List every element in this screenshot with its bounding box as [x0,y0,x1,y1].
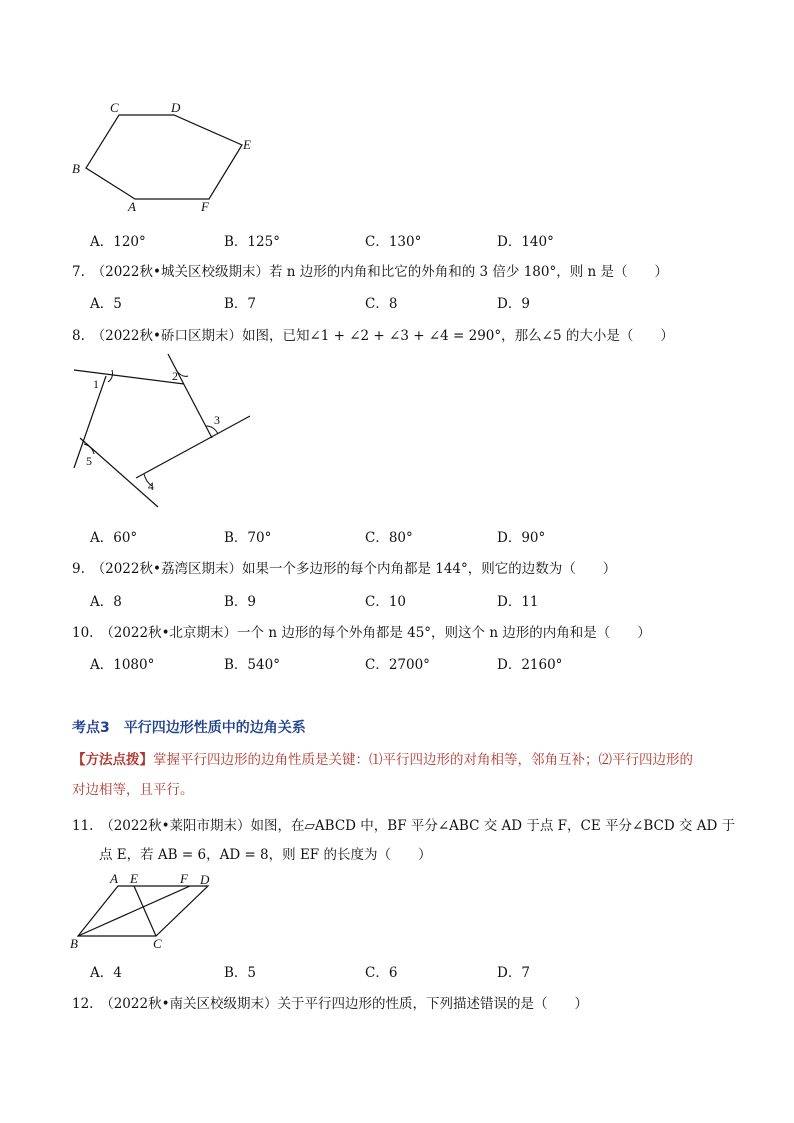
q7-option-b[interactable]: B．7 [224,296,257,312]
q11-stem-line-2: 点 E，若 AB = 6，AD = 8，则 EF 的长度为（ ） [99,847,432,863]
q10-option-a[interactable]: A．1080° [90,657,155,673]
q9-stem: 9. （2022秋•荔湾区期末）如果一个多边形的每个内角都是 144°，则它的边数为（ ） [72,561,617,577]
q6-option-c[interactable]: C．130° [365,234,422,250]
q8-pentagon-figure [66,352,266,512]
q8-angle-1: 1 [93,377,99,391]
q11-option-c[interactable]: C．6 [365,965,398,981]
q6-label-f: F [201,199,209,214]
q6-option-b[interactable]: B．125° [224,234,280,250]
q11-label-f: F [180,871,188,886]
q10-option-d[interactable]: D．2160° [497,657,563,673]
method-tip-tag: 【方法点拨】 [72,752,153,768]
q6-option-d[interactable]: D．140° [497,234,554,250]
q8-angle-3: 3 [214,413,220,427]
q8-angle-2: 2 [172,369,178,383]
q11-option-b[interactable]: B．5 [224,965,257,981]
q6-hexagon-figure [66,98,266,218]
q12-stem: 12. （2022秋•南关区校级期末）关于平行四边形的性质，下列描述错误的是（ ） [72,996,589,1012]
q10-option-c[interactable]: C．2700° [365,657,430,673]
q6-label-b: B [72,161,80,176]
q11-label-e: E [130,871,138,886]
q9-option-b[interactable]: B．9 [224,594,257,610]
q8-stem: 8. （2022秋•硚口区期末）如图，已知∠1 + ∠2 + ∠3 + ∠4 = 290°，那么∠5 的大小是（ ） [72,328,674,344]
q6-label-e: E [243,137,251,152]
q11-parallelogram-figure [66,868,226,954]
q11-label-d: D [200,872,210,887]
q6-label-d: D [171,100,181,115]
q11-stem-line-1: 11. （2022秋•莱阳市期末）如图，在▱ABCD 中，BF 平分∠ABC 交 AD 于点 F，CE 平分∠BCD 交 AD 于 [72,818,736,834]
method-tip-line-1 [72,748,693,768]
q8-option-a[interactable]: A．60° [90,530,138,546]
q10-option-b[interactable]: B．540° [224,657,280,673]
q10-stem: 10. （2022秋•北京期末）一个 n 边形的每个外角都是 45°，则这个 n 边形的内角和是（ ） [72,625,651,641]
q6-label-a: A [128,199,136,214]
q8-option-b[interactable]: B．70° [224,530,272,546]
q11-label-c: C [153,936,162,951]
q9-option-a[interactable]: A．8 [90,594,122,610]
q9-option-d[interactable]: D．11 [497,594,539,610]
method-tip-text-1: 掌握平行四边形的边角性质是关键：⑴平行四边形的对角相等，邻角互补；⑵平行四边形的 [153,752,693,768]
q7-option-c[interactable]: C．8 [365,296,398,312]
q7-stem: 7. （2022秋•城关区校级期末）若 n 边形的内角和比它的外角和的 3 倍少 180°，则 n 是（ ） [72,264,668,280]
q8-option-c[interactable]: C．80° [365,530,413,546]
q11-option-a[interactable]: A．4 [90,965,122,981]
q8-angle-4: 4 [148,479,154,493]
q11-option-d[interactable]: D．7 [497,965,530,981]
q9-option-c[interactable]: C．10 [365,594,407,610]
q7-option-a[interactable]: A．5 [90,296,122,312]
method-tip-line-2: 对边相等，且平行。 [72,782,194,798]
q6-label-c: C [110,100,119,115]
q11-label-a: A [110,871,118,886]
q7-option-d[interactable]: D．9 [497,296,530,312]
q11-label-b: B [70,936,78,951]
section-3-title: 考点3 平行四边形性质中的边角关系 [72,720,306,736]
q8-angle-5: 5 [86,454,92,468]
q8-option-d[interactable]: D．90° [497,530,546,546]
q6-option-a[interactable]: A．120° [90,234,146,250]
